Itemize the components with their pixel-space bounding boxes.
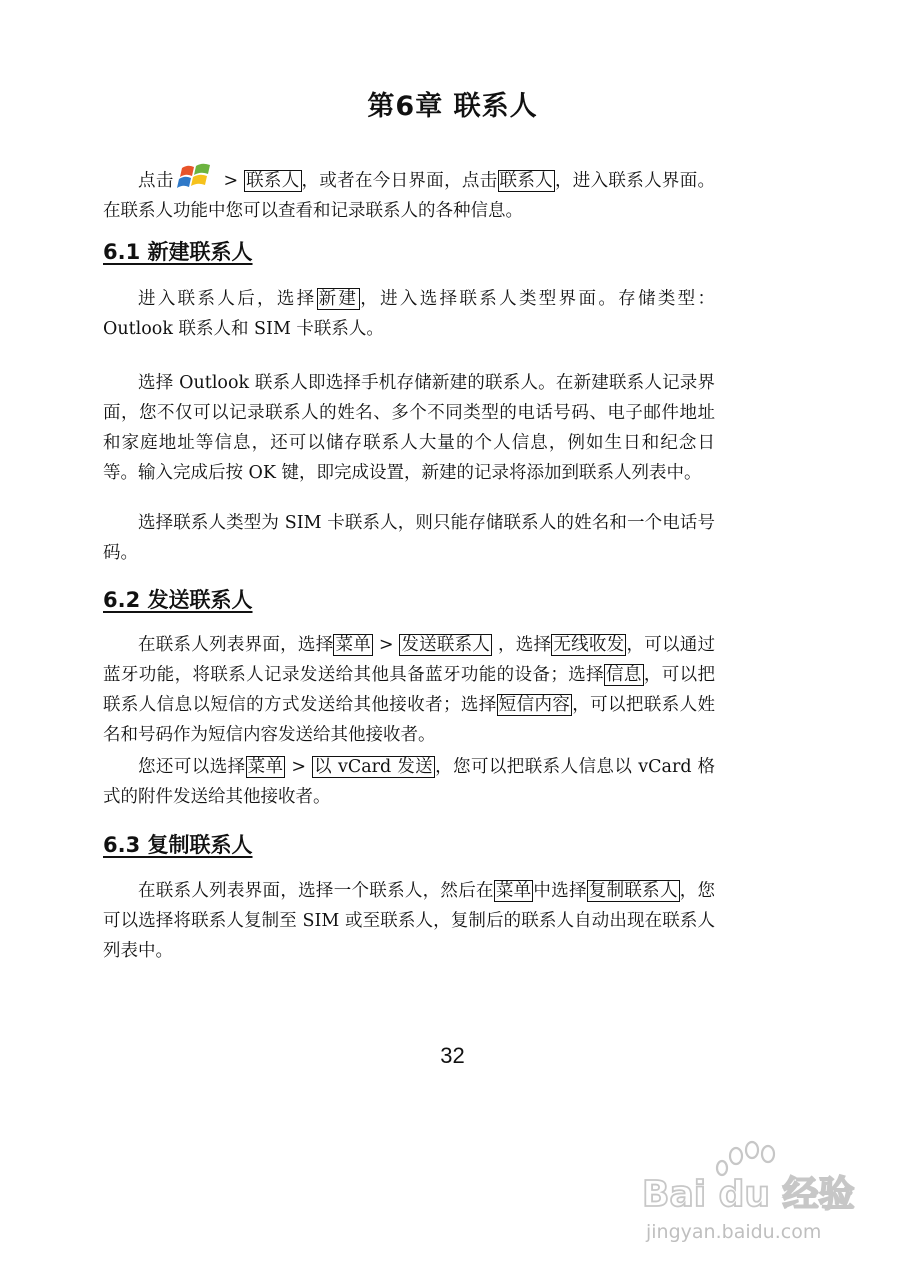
contacts-link: 联系人 (246, 171, 300, 191)
windows-start-icon (174, 158, 218, 192)
chapter-title: 第6章 联系人 (367, 91, 538, 122)
send-vcard-option: 以 vCard 发送 (314, 757, 434, 777)
menu-separator: > (217, 171, 245, 191)
sms-content-option: 短信内容 (498, 695, 571, 715)
section-6-2-paragraph-1 (103, 630, 715, 750)
page-number: 32 (440, 1043, 465, 1068)
new-option: 新建 (318, 289, 359, 309)
menu-separator: > (373, 635, 400, 655)
watermark-brand: Bai du 经验 (642, 1174, 855, 1215)
baidu-jingyan-watermark (640, 1140, 870, 1250)
intro-prefix: 点击 (138, 171, 174, 191)
text: 在联系人列表界面，选择 (138, 635, 334, 655)
section-heading-6-3: 6.3 复制联系人 (103, 833, 253, 857)
copy-contact-option: 复制联系人 (588, 881, 678, 901)
section-heading-6-2: 6.2 发送联系人 (103, 588, 253, 612)
section-6-1-paragraph-2: 选择 Outlook 联系人即选择手机存储新建的联系人。在新建联系人记录界面，您不仅可以记录联系人的姓名、多个不同类型的电话号码、电子邮件地址和家庭地址等信息，还可以储存联系人大量的个人信息，例如生日和纪念日等。输入完成后按 OK 键，即完成设置，新建的记录将添加到联系人列表中。 (103, 373, 715, 483)
text: ，进入选择联系人类型界面。存储类型：Outlook 联系人和 SIM 卡联系人。 (103, 289, 716, 339)
intro-suffix: ，进入联系人界面。在联系人功能中您可以查看和记录联系人的各种信息。 (103, 171, 716, 221)
section-heading-6-1: 6.1 新建联系人 (103, 240, 253, 264)
section-6-3-paragraph-1 (103, 876, 715, 966)
text: ，可以通过蓝牙功能，将联系人记录发送给其他具备蓝牙功能的设备；选择 (103, 635, 716, 685)
menu-option: 菜单 (247, 757, 284, 777)
baidu-paw-icon (640, 1140, 870, 1250)
text: 在联系人列表界面，选择一个联系人，然后在 (138, 881, 494, 901)
text: ，选择 (492, 635, 552, 655)
menu-option: 菜单 (495, 881, 532, 901)
menu-separator: > (285, 757, 313, 777)
text: 中选择 (533, 881, 587, 901)
text: 进入联系人后，选择 (138, 289, 317, 309)
section-6-2-paragraph-2 (103, 752, 715, 812)
text: ，可以把联系人姓名和号码作为短信内容发送给其他接收者。 (103, 695, 716, 745)
watermark-url: jingyan.baidu.com (646, 1221, 822, 1243)
contacts-link-today: 联系人 (499, 171, 553, 191)
wireless-beam-option: 无线收发 (553, 635, 625, 655)
message-option: 信息 (606, 665, 642, 685)
menu-option: 菜单 (335, 635, 372, 655)
text: ，您可以选择将联系人复制至 SIM 或至联系人，复制后的联系人自动出现在联系人列表中。 (103, 881, 716, 961)
text: ，可以把联系人信息以短信的方式发送给其他接收者；选择 (103, 665, 716, 715)
section-6-1-paragraph-1 (103, 284, 715, 344)
section-6-1-paragraph-3: 选择联系人类型为 SIM 卡联系人，则只能存储联系人的姓名和一个电话号码。 (103, 513, 715, 563)
send-contact-option: 发送联系人 (401, 635, 491, 655)
text: ，您可以把联系人信息以 vCard 格式的附件发送给其他接收者。 (103, 757, 716, 807)
intro-mid: ，或者在今日界面，点击 (301, 171, 498, 191)
text: 您还可以选择 (138, 757, 246, 777)
intro-paragraph (103, 158, 715, 226)
